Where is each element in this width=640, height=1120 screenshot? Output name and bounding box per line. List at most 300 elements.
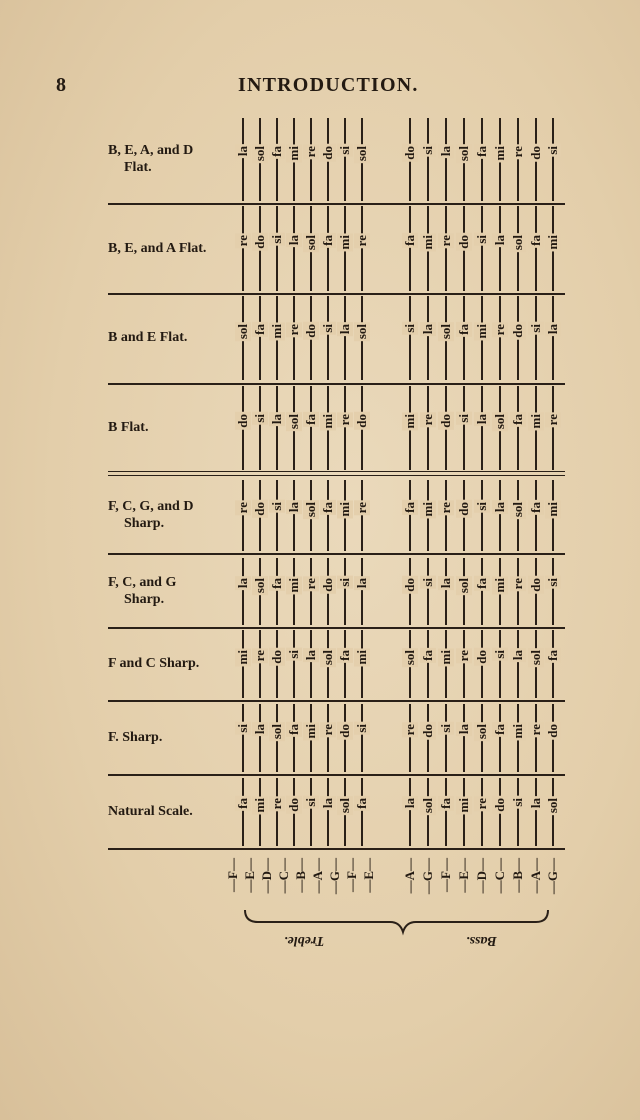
syllable: la [402, 798, 417, 809]
bass-label: Bass. [466, 933, 497, 948]
syllable-column [509, 384, 527, 472]
syllable: la [528, 798, 543, 809]
syllable: si [269, 501, 284, 511]
syllable: mi [420, 501, 435, 516]
syllable: si [286, 650, 301, 659]
syllable: mi [286, 145, 301, 160]
syllable: re [456, 650, 471, 662]
syllable-column [251, 384, 269, 472]
row-label-line: F, C, and G [108, 574, 177, 590]
row-label-line: B Flat. [108, 420, 149, 435]
syllable-column [437, 628, 455, 700]
syllable: re [354, 501, 369, 513]
syllable: do [492, 798, 507, 812]
syllable: fa [438, 798, 453, 809]
syllable-column [285, 628, 303, 700]
row-label [108, 329, 238, 346]
syllable-column [353, 478, 371, 553]
syllable: la [545, 324, 560, 335]
syllable: sol [354, 324, 369, 340]
syllable-column [491, 294, 509, 382]
column-rule [481, 558, 483, 625]
syllable-column [285, 556, 303, 627]
row-label-line: Sharp. [124, 591, 165, 607]
column-rule [427, 296, 429, 380]
column-rule [276, 386, 278, 470]
syllable: re [438, 234, 453, 246]
column-rule [409, 704, 411, 772]
column-rule [445, 206, 447, 291]
column-rule [242, 480, 244, 551]
column-rule [310, 118, 312, 201]
syllable-column [527, 628, 545, 700]
syllable-column [234, 384, 252, 472]
syllable: mi [492, 145, 507, 160]
note-letter: —G— [545, 858, 560, 895]
column-rule [242, 118, 244, 201]
column-rule [293, 630, 295, 698]
syllable-column [437, 294, 455, 382]
note-letter: —B— [510, 858, 525, 893]
row-label-line: F. Sharp. [108, 730, 163, 745]
syllable-column [336, 776, 354, 848]
syllable: la [337, 324, 352, 335]
column-rule [445, 118, 447, 201]
syllable: fa [235, 798, 250, 809]
note-letter: —F— [225, 858, 240, 892]
syllable-column [455, 776, 473, 848]
column-rule [517, 386, 519, 470]
syllable-column [455, 702, 473, 774]
syllable-column [455, 384, 473, 472]
syllable: do [420, 724, 435, 738]
row-separator [108, 383, 565, 385]
syllable: mi [528, 414, 543, 429]
syllable-column [234, 556, 252, 627]
column-rule [427, 558, 429, 625]
column-rule [481, 778, 483, 846]
syllable: do [235, 414, 250, 428]
syllable: sol [252, 577, 267, 593]
column-rule [481, 480, 483, 551]
syllable: si [252, 414, 267, 423]
syllable: si [354, 724, 369, 733]
column-rule [242, 558, 244, 625]
syllable-column [491, 556, 509, 627]
syllable: re [320, 724, 335, 736]
column-rule [344, 386, 346, 470]
syllable: do [354, 414, 369, 428]
syllable-column [251, 478, 269, 553]
syllable-column [401, 628, 419, 700]
syllable: la [510, 650, 525, 661]
row-label [108, 729, 238, 746]
syllable-column [437, 702, 455, 774]
syllable-column [251, 628, 269, 700]
syllable-column [491, 384, 509, 472]
syllable-column [285, 702, 303, 774]
syllable: si [474, 501, 489, 511]
syllable: fa [320, 501, 335, 513]
syllable-column [302, 204, 320, 293]
row-label-line: F, C, G, and D [108, 498, 194, 514]
syllable-column [401, 702, 419, 774]
syllable-column [268, 478, 286, 553]
row-label [108, 655, 238, 672]
syllable: mi [320, 414, 335, 429]
syllable-column [455, 294, 473, 382]
syllable-column [302, 294, 320, 382]
syllable: fa [354, 798, 369, 809]
syllable-column [491, 204, 509, 293]
column-rule [242, 704, 244, 772]
syllable-column [401, 116, 419, 203]
syllable-column [491, 478, 509, 553]
syllable-column [509, 478, 527, 553]
column-rule [327, 296, 329, 380]
syllable: re [420, 414, 435, 426]
row-label [108, 240, 238, 257]
note-letter: —A— [310, 858, 325, 894]
syllable-column [544, 776, 562, 848]
syllable-column [455, 204, 473, 293]
column-rule [259, 386, 261, 470]
syllable-column [455, 478, 473, 553]
syllable-column [251, 776, 269, 848]
syllable: re [510, 577, 525, 589]
syllable: la [492, 501, 507, 512]
row-separator [108, 774, 565, 776]
column-rule [445, 558, 447, 625]
syllable: fa [420, 650, 435, 661]
syllable: do [456, 234, 471, 249]
syllable: do [402, 145, 417, 160]
syllable: mi [235, 650, 250, 665]
syllable-column [527, 702, 545, 774]
syllable-column [437, 776, 455, 848]
syllable: fa [474, 145, 489, 157]
column-rule [499, 630, 501, 698]
column-rule [409, 206, 411, 291]
column-rule [293, 480, 295, 551]
syllable: sol [420, 798, 435, 814]
syllable-column [401, 776, 419, 848]
syllable-column [251, 702, 269, 774]
column-rule [344, 118, 346, 201]
page-number: 8 [56, 74, 66, 96]
syllable: do [320, 145, 335, 160]
syllable: la [492, 234, 507, 245]
syllable: re [438, 501, 453, 513]
syllable-column [455, 116, 473, 203]
syllable-column [285, 384, 303, 472]
row-label [108, 498, 238, 532]
syllable: do [303, 324, 318, 338]
column-rule [409, 480, 411, 551]
syllable-column [527, 204, 545, 293]
note-letter: —A— [528, 858, 543, 894]
column-rule [499, 296, 501, 380]
syllable-column [285, 478, 303, 553]
syllable: la [252, 724, 267, 735]
column-rule [552, 386, 554, 470]
row-separator [108, 848, 565, 850]
syllable: la [269, 414, 284, 425]
syllable: do [320, 577, 335, 592]
column-rule [310, 558, 312, 625]
syllable: fa [337, 650, 352, 661]
syllable: mi [474, 324, 489, 339]
column-rule [499, 206, 501, 291]
syllable: fa [320, 234, 335, 246]
syllable-column [419, 556, 437, 627]
syllable: mi [252, 798, 267, 813]
column-rule [427, 118, 429, 201]
syllable: do [528, 145, 543, 160]
column-rule [293, 704, 295, 772]
syllable-column [353, 776, 371, 848]
syllable-column [268, 384, 286, 472]
column-rule [344, 630, 346, 698]
syllable: la [303, 650, 318, 661]
syllable-column [302, 556, 320, 627]
syllable: re [492, 324, 507, 336]
syllable-column [302, 628, 320, 700]
column-rule [445, 778, 447, 846]
note-letter: —B— [293, 858, 308, 893]
syllable: la [456, 724, 471, 735]
syllable: si [235, 724, 250, 733]
row-separator [108, 553, 565, 555]
syllable: re [402, 724, 417, 736]
syllable: mi [402, 414, 417, 429]
syllable: sol [303, 234, 318, 250]
syllable: re [303, 577, 318, 589]
running-head: INTRODUCTION. [238, 74, 419, 96]
column-rule [242, 778, 244, 846]
note-letter: —E— [361, 858, 376, 893]
syllable: mi [456, 798, 471, 813]
row-separator [108, 203, 565, 205]
column-rule [481, 206, 483, 291]
syllable-column [302, 116, 320, 203]
syllable: la [286, 501, 301, 512]
syllable-column [419, 628, 437, 700]
syllable-column [319, 776, 337, 848]
syllable-column [544, 628, 562, 700]
syllable: re [269, 798, 284, 810]
syllable-column [353, 116, 371, 203]
row-label-line: F and C Sharp. [108, 656, 200, 671]
syllable-column [234, 294, 252, 382]
double-separator [108, 471, 565, 476]
syllable-column [473, 628, 491, 700]
syllable-column [419, 478, 437, 553]
syllable: sol [354, 145, 369, 161]
syllable: re [235, 501, 250, 513]
column-rule [259, 704, 261, 772]
column-rule [293, 296, 295, 380]
syllable-column [302, 776, 320, 848]
row-label-line: Natural Scale. [108, 804, 193, 819]
syllable-column [353, 294, 371, 382]
syllable: si [474, 234, 489, 244]
syllable-column [437, 384, 455, 472]
column-rule [276, 778, 278, 846]
note-letter: —E— [456, 858, 471, 893]
syllable-column [544, 294, 562, 382]
syllable: la [320, 798, 335, 809]
syllable-column [285, 776, 303, 848]
syllable-column [319, 478, 337, 553]
column-rule [276, 118, 278, 201]
column-rule [517, 630, 519, 698]
syllable-column [319, 556, 337, 627]
syllable-column [509, 116, 527, 203]
syllable: sol [545, 798, 560, 814]
syllable: fa [456, 324, 471, 335]
column-rule [327, 704, 329, 772]
column-rule [259, 296, 261, 380]
column-rule [409, 778, 411, 846]
note-letter: —C— [276, 858, 291, 894]
note-letter: —A— [402, 858, 417, 894]
column-rule [409, 296, 411, 380]
column-rule [293, 206, 295, 291]
syllable-column [419, 702, 437, 774]
syllable-column [353, 702, 371, 774]
syllable: fa [492, 724, 507, 735]
column-rule [517, 558, 519, 625]
syllable: si [438, 724, 453, 733]
syllable: do [510, 324, 525, 338]
column-rule [276, 206, 278, 291]
syllable-column [353, 628, 371, 700]
syllable: si [420, 577, 435, 587]
syllable-column [319, 116, 337, 203]
syllable-column [319, 702, 337, 774]
syllable: re [303, 145, 318, 157]
syllable: sol [456, 577, 471, 593]
syllable: do [252, 234, 267, 249]
syllable-column [473, 294, 491, 382]
syllable: re [235, 234, 250, 246]
column-rule [259, 630, 261, 698]
syllable: mi [510, 724, 525, 739]
syllable-column [336, 294, 354, 382]
syllable-column [268, 116, 286, 203]
syllable-column [473, 204, 491, 293]
syllable-column [419, 776, 437, 848]
syllable: si [510, 798, 525, 807]
syllable: re [337, 414, 352, 426]
column-rule [327, 480, 329, 551]
syllable: fa [269, 577, 284, 589]
syllable-column [234, 478, 252, 553]
syllable-column [437, 204, 455, 293]
syllable-column [285, 204, 303, 293]
column-rule [276, 480, 278, 551]
syllable-column [419, 116, 437, 203]
syllable-column [527, 776, 545, 848]
note-letter: —G— [327, 858, 342, 895]
note-letter: —C— [492, 858, 507, 894]
column-rule [481, 118, 483, 201]
note-letter: —D— [474, 858, 489, 894]
column-rule [463, 630, 465, 698]
syllable-column [527, 556, 545, 627]
syllable-column [302, 702, 320, 774]
syllable-column [544, 702, 562, 774]
column-rule [310, 778, 312, 846]
syllable: la [438, 577, 453, 588]
column-rule [327, 206, 329, 291]
column-rule [427, 630, 429, 698]
syllable-column [544, 556, 562, 627]
syllable-column [473, 702, 491, 774]
column-rule [463, 704, 465, 772]
syllable-column [319, 628, 337, 700]
syllable: fa [474, 577, 489, 589]
syllable-column [491, 116, 509, 203]
syllable-column [527, 294, 545, 382]
column-rule [344, 296, 346, 380]
column-rule [517, 118, 519, 201]
syllable: mi [545, 234, 560, 249]
syllable-column [509, 628, 527, 700]
syllable-column [544, 204, 562, 293]
syllable: mi [303, 724, 318, 739]
syllable: sol [528, 650, 543, 666]
syllable: la [354, 577, 369, 588]
syllable: la [235, 577, 250, 588]
syllable-column [285, 116, 303, 203]
syllable: la [420, 324, 435, 335]
syllable-column [336, 702, 354, 774]
syllable: sol [269, 724, 284, 740]
syllable-column [473, 776, 491, 848]
syllable: fa [510, 414, 525, 425]
column-rule [463, 296, 465, 380]
syllable: si [269, 234, 284, 244]
column-rule [445, 480, 447, 551]
syllable-column [401, 384, 419, 472]
syllable: sol [456, 145, 471, 161]
syllable-column [491, 702, 509, 774]
syllable-column [509, 702, 527, 774]
syllable: re [252, 650, 267, 662]
column-rule [242, 206, 244, 291]
syllable: sol [402, 650, 417, 666]
syllable: si [456, 414, 471, 423]
row-label-line: B and E Flat. [108, 330, 188, 345]
syllable-column [234, 776, 252, 848]
syllable: sol [252, 145, 267, 161]
syllable-column [419, 294, 437, 382]
syllable: fa [528, 501, 543, 513]
column-rule [427, 386, 429, 470]
syllable: mi [337, 234, 352, 249]
syllable: do [545, 724, 560, 738]
syllable: sol [286, 414, 301, 430]
syllable: si [337, 577, 352, 587]
syllable-column [491, 628, 509, 700]
column-rule [310, 630, 312, 698]
syllable: la [474, 414, 489, 425]
syllable-column [302, 384, 320, 472]
column-rule [552, 118, 554, 201]
syllable-column [251, 116, 269, 203]
